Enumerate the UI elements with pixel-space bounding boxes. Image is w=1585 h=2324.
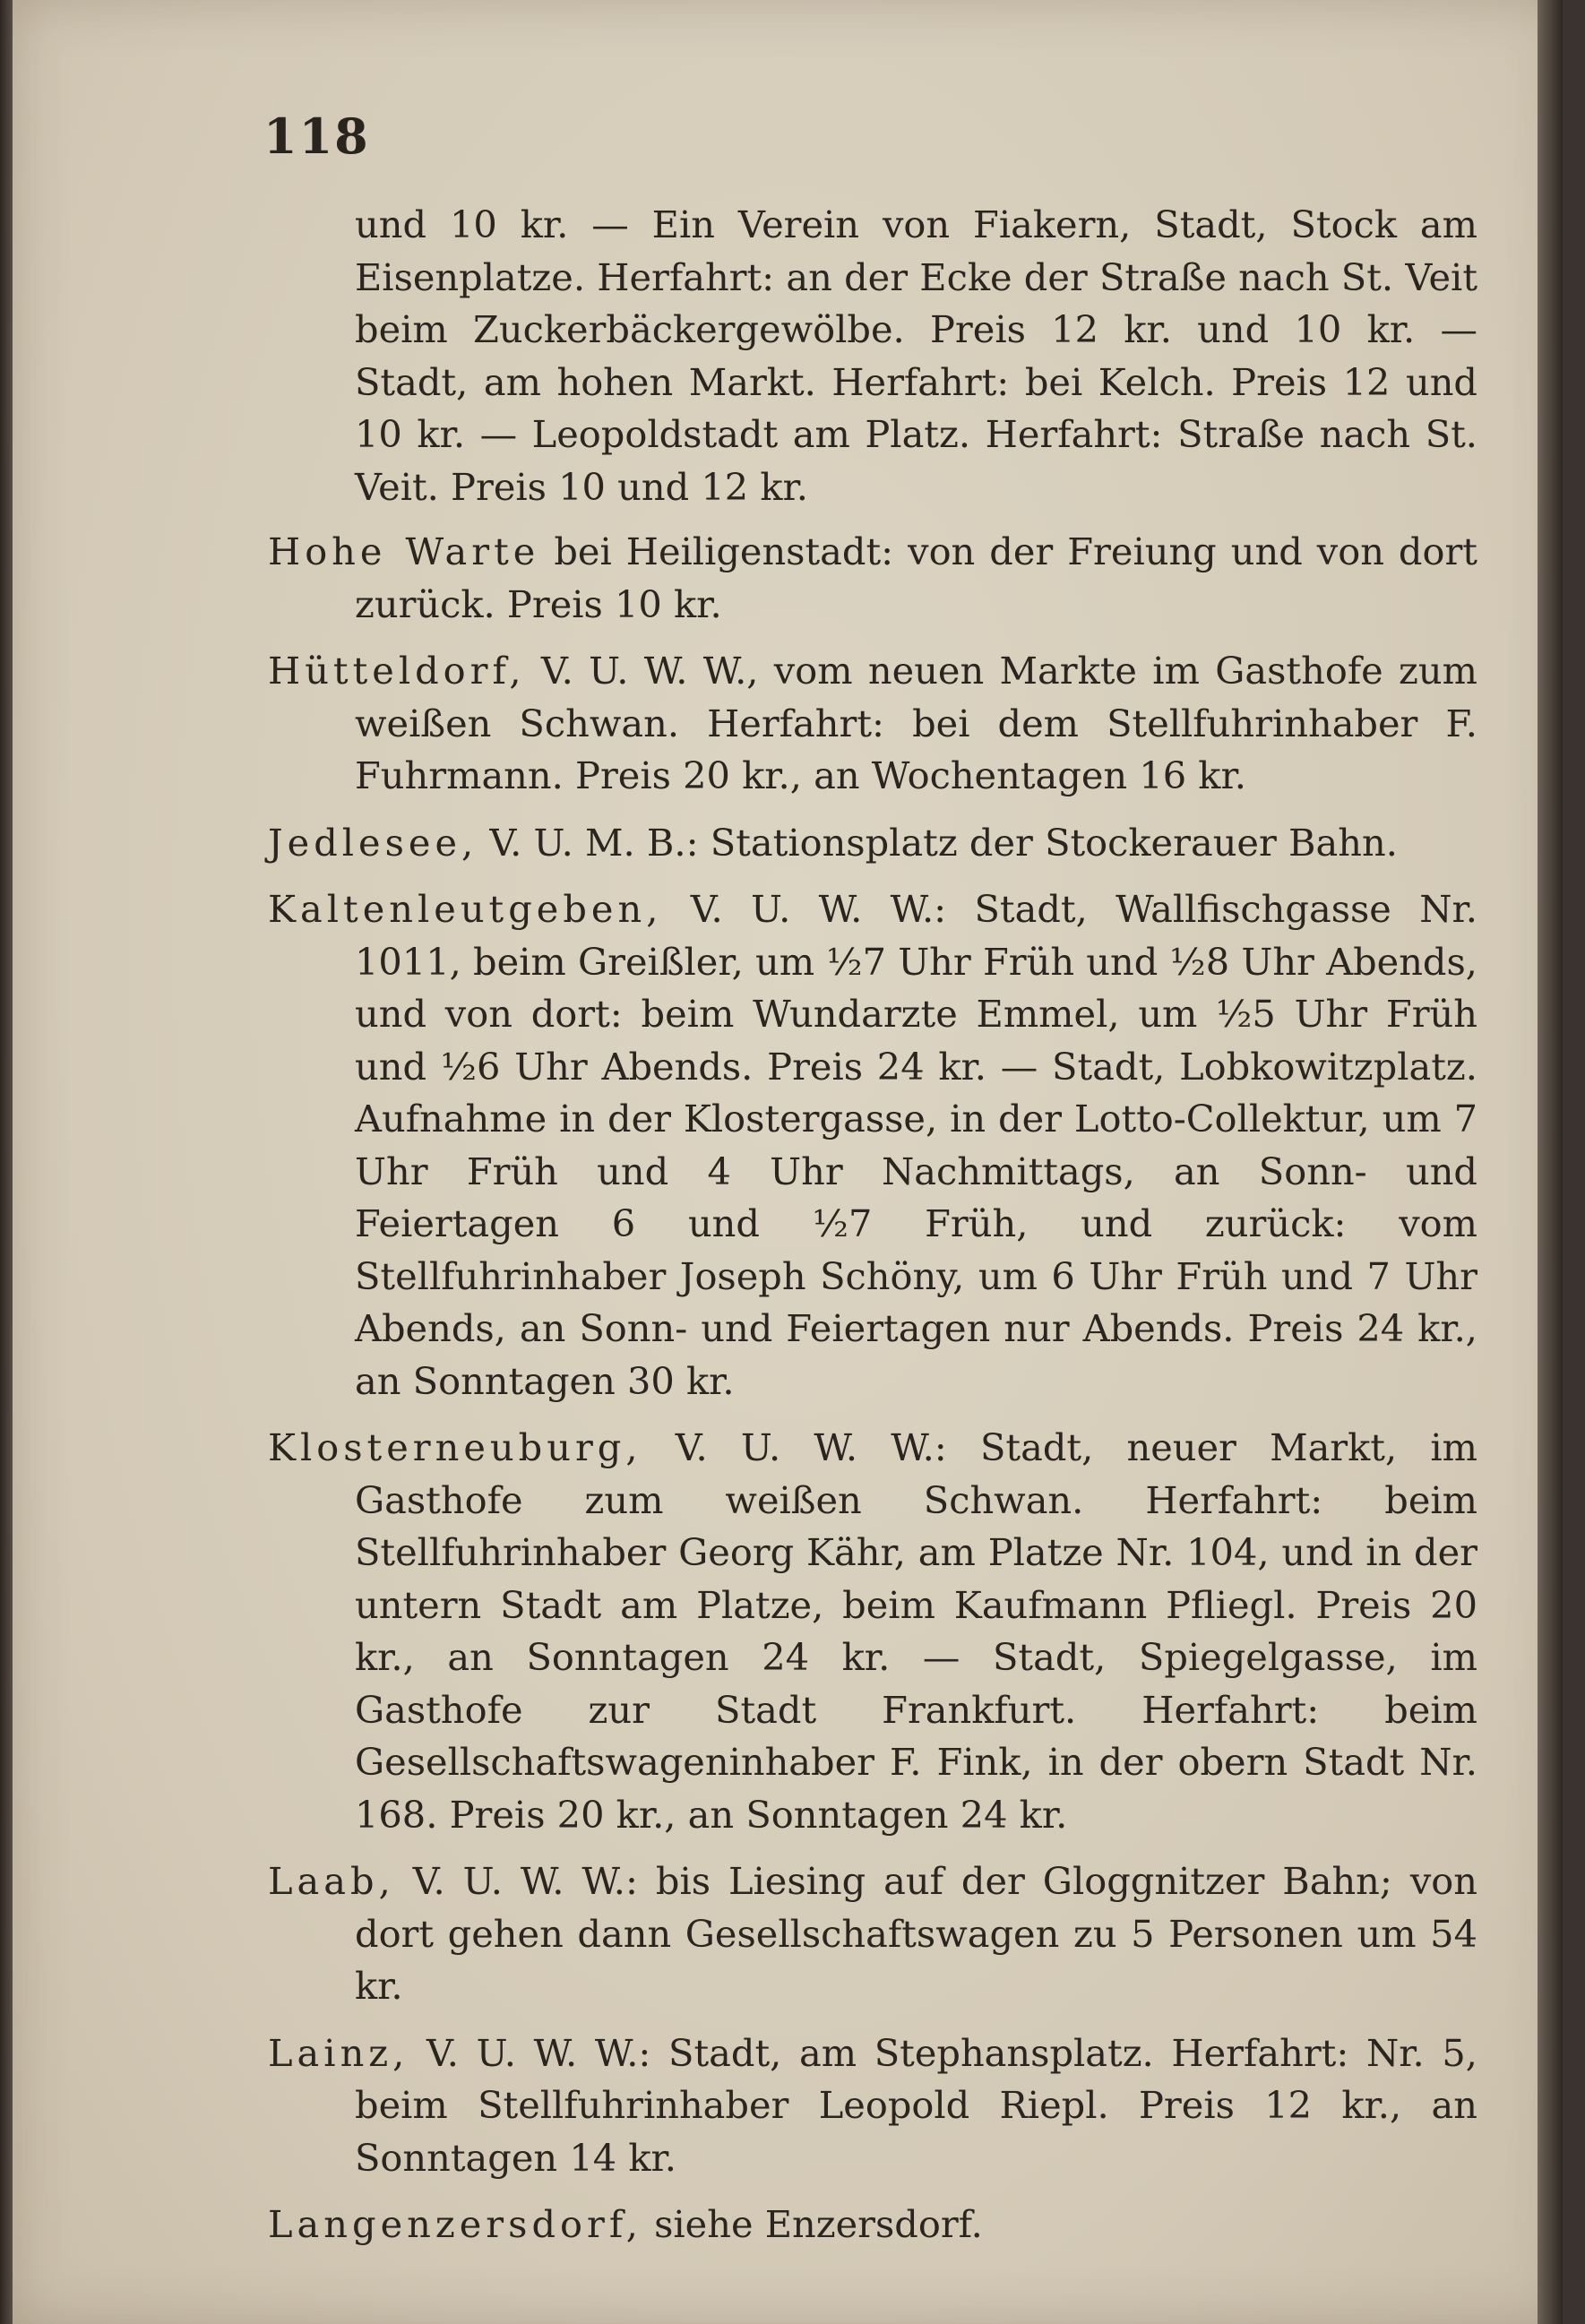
entry-kaltenleutgeben	[268, 883, 1477, 1407]
entry-heading: Jedlesee,	[268, 820, 478, 865]
entry-lainz	[268, 2027, 1477, 2185]
entry-text: und 10 kr. — Ein Verein von Fiakern, Stadt, Stock am Eisenplatze. Herfahrt: an der Ecke der Straße nach St. Veit beim Zuckerbäckergewölbe. Preis 12 kr. und 10 kr. — Stadt, am hohen Markt. Herfahrt: bei Kelch. Preis 12 und 10 kr. — Leopoldstadt am Platz. Herfahrt: Straße nach St. Veit. Preis 10 und 12 kr.	[355, 202, 1477, 509]
entry-hohe-warte	[268, 526, 1477, 631]
entry-text: V. U. W. W., vom neuen Markte im Gasthofe zum weißen Schwan. Herfahrt: bei dem Stellfuhrinhaber F. Fuhrmann. Preis 20 kr., an Wochentagen 16 kr.	[355, 649, 1477, 797]
entry-langenzersdorf	[268, 2199, 1477, 2251]
entry-heading: Hütteldorf,	[268, 649, 526, 693]
entry-heading: Langenzersdorf,	[268, 2202, 642, 2246]
entry-klosterneuburg	[268, 1422, 1477, 1841]
entry-text: siehe Enzersdorf.	[654, 2202, 983, 2246]
entry-jedlesee	[268, 817, 1477, 870]
entry-text: V. U. W. W.: Stadt, am Stephansplatz. Herfahrt: Nr. 5, beim Stellfuhrinhaber Leopold Riepl. Preis 12 kr., an Sonntagen 14 kr.	[355, 2030, 1477, 2180]
entry-laab	[268, 1855, 1477, 2013]
entry-heading: Hohe Warte	[268, 529, 540, 573]
page-number: 118	[263, 108, 370, 165]
book-page	[13, 0, 1563, 2324]
entry-heading: Laab,	[268, 1859, 395, 1903]
entry-huetteldorf	[268, 645, 1477, 803]
entry-heading: Lainz,	[268, 2030, 409, 2075]
page-body	[268, 199, 1477, 2266]
entry-text: V. U. W. W.: Stadt, neuer Markt, im Gasthofe zum weißen Schwan. Herfahrt: beim Stellfuhrinhaber Georg Kähr, am Platze Nr. 104, und in der untern Stadt am Platze, beim Kaufmann Pfliegl. Preis 20 kr., an Sonntagen 24 kr. — Stadt, Spiegelgasse, im Gasthofe zur Stadt Frankfurt. Herfahrt: beim Gesellschaftswageninhaber F. Fink, in der obern Stadt Nr. 168. Preis 20 kr., an Sonntagen 24 kr.	[355, 1425, 1477, 1837]
entry-heading: Kaltenleutgeben,	[268, 887, 663, 931]
book-gutter-edge	[0, 0, 13, 2324]
book-spine-shadow	[1538, 0, 1563, 2324]
entry-continued	[268, 199, 1477, 513]
entry-text: V. U. W. W.: bis Liesing auf der Gloggnitzer Bahn; von dort gehen dann Gesellschaftswagen zu 5 Personen um 54 kr.	[355, 1859, 1477, 2008]
entry-text: V. U. M. B.: Stationsplatz der Stockerauer Bahn.	[489, 820, 1398, 865]
entry-text: V. U. W. W.: Stadt, Wallfischgasse Nr. 1011, beim Greißler, um ½7 Uhr Früh und ½8 Uhr Abends, und von dort: beim Wundarzte Emmel, um ½5 Uhr Früh und ½6 Uhr Abends. Preis 24 kr. — Stadt, Lobkowitzplatz. Aufnahme in der Klostergasse, in der Lotto-Collektur, um 7 Uhr Früh und 4 Uhr Nachmittags, an Sonn- und Feiertagen 6 und ½7 Früh, und zurück: vom Stellfuhrinhaber Joseph Schöny, um 6 Uhr Früh und 7 Uhr Abends, an Sonn- und Feiertagen nur Abends. Preis 24 kr., an Sonntagen 30 kr.	[355, 887, 1477, 1403]
entry-text: bei Heiligenstadt: von der Freiung und von dort zurück. Preis 10 kr.	[355, 529, 1477, 626]
entry-heading: Klosterneuburg,	[268, 1425, 642, 1469]
